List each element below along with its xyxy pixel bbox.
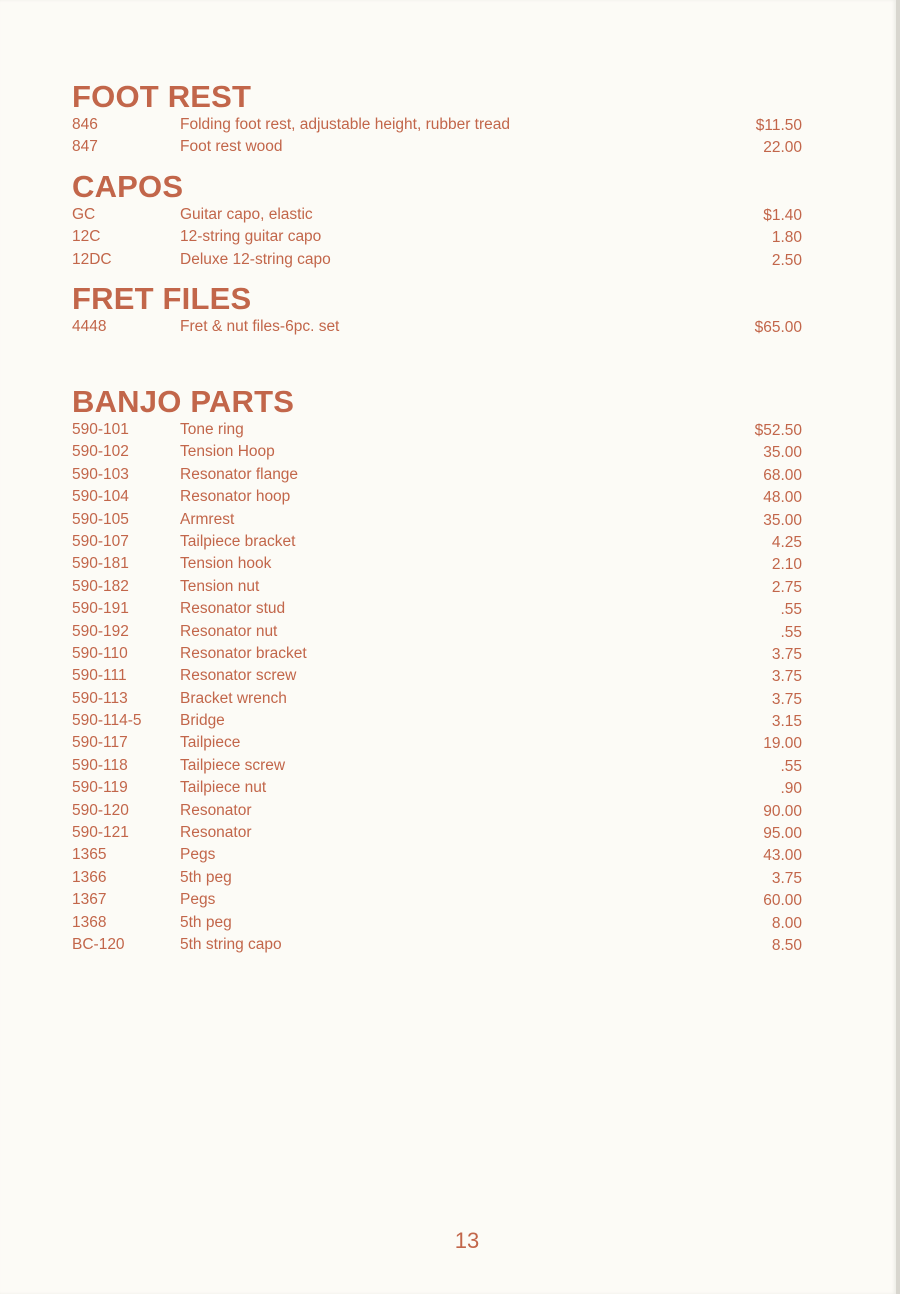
list-item bbox=[72, 643, 802, 665]
item-description: Resonator screw bbox=[180, 667, 297, 685]
item-code: 590-114-5 bbox=[72, 712, 142, 730]
list-item bbox=[72, 419, 802, 441]
section-banjo-parts bbox=[72, 385, 802, 956]
item-code: 1367 bbox=[72, 891, 107, 909]
item-description: Deluxe 12-string capo bbox=[180, 250, 331, 268]
list-item bbox=[72, 576, 802, 598]
item-price: $1.40 bbox=[763, 207, 802, 224]
item-price: $52.50 bbox=[754, 422, 802, 439]
section-heading: CAPOS bbox=[72, 169, 184, 204]
item-code: 590-103 bbox=[72, 465, 129, 483]
item-price: .55 bbox=[780, 623, 802, 641]
list-item bbox=[72, 912, 802, 934]
section-heading: FRET FILES bbox=[72, 281, 252, 316]
item-price: $65.00 bbox=[754, 319, 802, 336]
item-code: 590-107 bbox=[72, 532, 129, 550]
item-code: 1368 bbox=[72, 913, 107, 931]
list-item bbox=[72, 889, 802, 911]
item-description: Resonator bracket bbox=[180, 644, 307, 662]
list-item bbox=[72, 553, 802, 575]
item-code: BC-120 bbox=[72, 935, 125, 953]
section-capos bbox=[72, 170, 802, 271]
item-code: 4448 bbox=[72, 318, 107, 335]
section-heading: BANJO PARTS bbox=[72, 384, 295, 419]
item-description: Fret & nut files-6pc. set bbox=[180, 318, 340, 335]
item-code: 590-191 bbox=[72, 600, 129, 618]
item-code: 590-119 bbox=[72, 779, 128, 797]
list-item bbox=[72, 598, 802, 620]
item-price: 3.75 bbox=[771, 869, 802, 887]
item-code: 590-181 bbox=[72, 555, 129, 573]
item-description: Tailpiece screw bbox=[180, 756, 286, 774]
item-description: Foot rest wood bbox=[180, 138, 283, 156]
list-item bbox=[72, 822, 802, 844]
item-description: Resonator stud bbox=[180, 600, 286, 618]
item-price: .55 bbox=[780, 757, 802, 775]
item-code: 590-105 bbox=[72, 510, 129, 528]
section-foot-rest bbox=[72, 80, 802, 159]
item-code: 847 bbox=[72, 138, 98, 156]
page-edge bbox=[896, 0, 900, 1294]
item-price: 2.75 bbox=[771, 578, 802, 596]
item-description: 5th string capo bbox=[180, 935, 282, 953]
list-item bbox=[72, 486, 802, 508]
page-number: 13 bbox=[454, 1228, 480, 1253]
item-price: 43.00 bbox=[763, 847, 802, 865]
item-description: Folding foot rest, adjustable height, rubber tread bbox=[180, 116, 511, 133]
item-code: 590-110 bbox=[72, 644, 128, 662]
item-description: Tension Hoop bbox=[180, 443, 275, 461]
item-price: 95.00 bbox=[763, 825, 802, 843]
item-code: 590-102 bbox=[72, 443, 129, 461]
item-price: 60.00 bbox=[763, 892, 802, 910]
list-item bbox=[72, 710, 802, 732]
list-item bbox=[72, 509, 802, 531]
item-description: Resonator flange bbox=[180, 465, 299, 483]
item-description: Resonator nut bbox=[180, 622, 278, 640]
item-description: Pegs bbox=[180, 891, 216, 909]
item-description: Armrest bbox=[180, 510, 235, 528]
list-item bbox=[72, 688, 802, 710]
item-price: 22.00 bbox=[763, 139, 802, 157]
item-code: 12DC bbox=[72, 250, 112, 268]
list-item bbox=[72, 441, 802, 463]
item-price: 90.00 bbox=[763, 802, 802, 820]
item-price: 48.00 bbox=[763, 489, 802, 507]
item-code: 846 bbox=[72, 116, 98, 133]
list-item bbox=[72, 665, 802, 687]
item-price: 1.80 bbox=[771, 229, 802, 247]
item-code: 590-101 bbox=[72, 421, 129, 438]
item-price: 2.50 bbox=[771, 251, 802, 269]
item-code: 590-192 bbox=[72, 622, 129, 640]
item-price: 3.75 bbox=[771, 645, 802, 663]
list-item bbox=[72, 249, 802, 271]
item-description: Bridge bbox=[180, 712, 225, 730]
item-price: 3.15 bbox=[771, 713, 802, 731]
item-price: 3.75 bbox=[771, 690, 802, 708]
item-code: 590-104 bbox=[72, 488, 129, 506]
item-description: 5th peg bbox=[180, 868, 232, 886]
list-item bbox=[72, 777, 802, 799]
item-code: 12C bbox=[72, 228, 101, 246]
item-description: Pegs bbox=[180, 846, 216, 864]
item-code: 590-121 bbox=[72, 824, 129, 842]
item-price: $11.50 bbox=[755, 117, 802, 134]
item-description: Resonator hoop bbox=[180, 488, 291, 506]
item-price: 3.75 bbox=[771, 668, 802, 686]
list-item bbox=[72, 755, 802, 777]
item-code: 1365 bbox=[72, 846, 107, 864]
item-description: Guitar capo, elastic bbox=[180, 206, 313, 223]
list-item bbox=[72, 114, 802, 136]
item-code: 590-118 bbox=[72, 756, 128, 774]
item-code: 590-111 bbox=[72, 667, 127, 685]
section-fret-files bbox=[72, 282, 802, 338]
item-code: 590-117 bbox=[72, 734, 128, 752]
item-code: 590-182 bbox=[72, 577, 129, 595]
banjo-parts-list bbox=[72, 419, 802, 956]
list-item bbox=[72, 136, 802, 158]
item-price: 35.00 bbox=[763, 444, 802, 462]
item-price: .90 bbox=[780, 780, 802, 798]
list-item bbox=[72, 867, 802, 889]
item-description: 5th peg bbox=[180, 913, 232, 931]
list-item bbox=[72, 204, 802, 226]
item-price: .55 bbox=[780, 601, 802, 619]
list-item bbox=[72, 800, 802, 822]
item-price: 35.00 bbox=[763, 511, 802, 529]
list-item bbox=[72, 531, 802, 553]
list-item bbox=[72, 621, 802, 643]
item-price: 68.00 bbox=[763, 466, 802, 484]
item-code: 590-120 bbox=[72, 801, 129, 819]
list-item bbox=[72, 844, 802, 866]
item-description: Tailpiece nut bbox=[180, 779, 267, 797]
list-item bbox=[72, 226, 802, 248]
item-description: Bracket wrench bbox=[180, 689, 287, 707]
list-item bbox=[72, 934, 802, 956]
item-code: 590-113 bbox=[72, 689, 128, 707]
item-description: Tension nut bbox=[180, 577, 260, 595]
item-description: Tailpiece bracket bbox=[180, 532, 296, 550]
item-price: 2.10 bbox=[771, 556, 802, 574]
item-description: Tension hook bbox=[180, 555, 272, 573]
item-description: Tone ring bbox=[180, 421, 244, 438]
item-description: 12-string guitar capo bbox=[180, 228, 322, 246]
item-price: 8.00 bbox=[771, 914, 802, 932]
item-description: Resonator bbox=[180, 824, 252, 842]
item-description: Resonator bbox=[180, 801, 252, 819]
item-description: Tailpiece bbox=[180, 734, 241, 752]
item-price: 4.25 bbox=[771, 533, 802, 551]
list-item bbox=[72, 464, 802, 486]
list-item bbox=[72, 316, 802, 338]
item-price: 19.00 bbox=[763, 735, 802, 753]
section-heading: FOOT REST bbox=[72, 79, 252, 114]
item-price: 8.50 bbox=[771, 936, 802, 954]
list-item bbox=[72, 732, 802, 754]
item-code: 1366 bbox=[72, 868, 107, 886]
item-code: GC bbox=[72, 206, 96, 223]
